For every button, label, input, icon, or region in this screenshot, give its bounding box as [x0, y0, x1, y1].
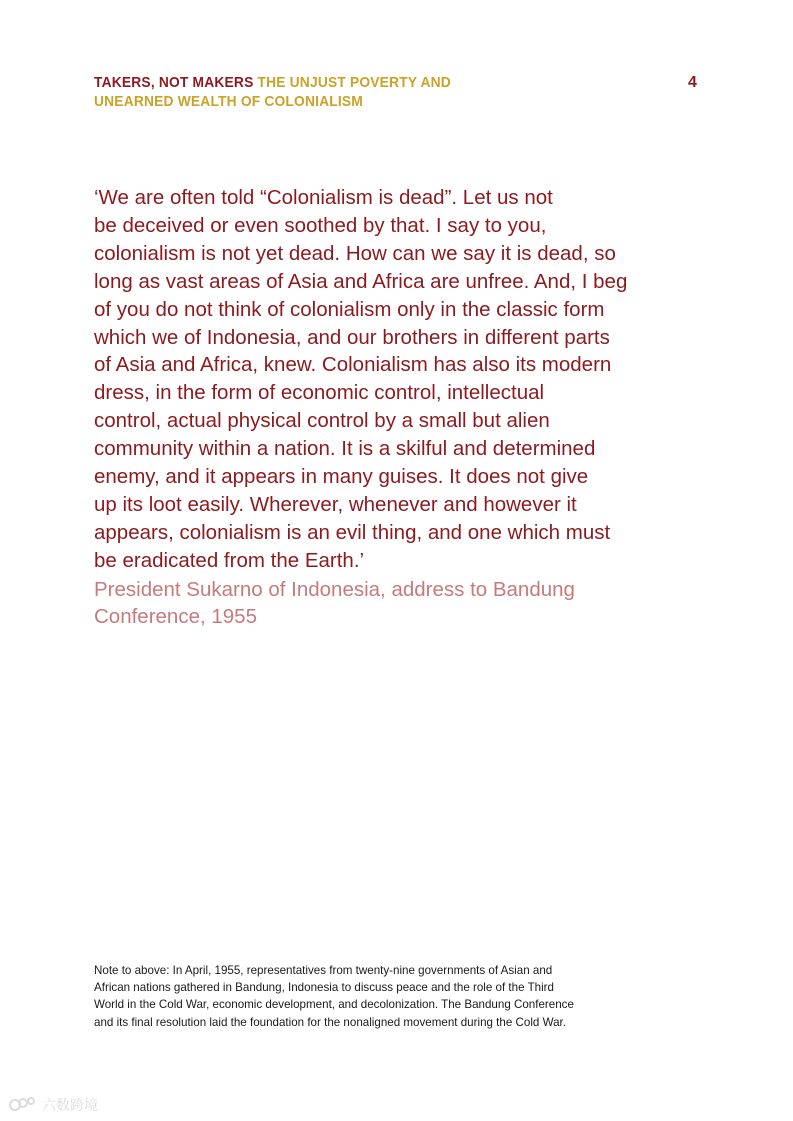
quote-line: appears, colonialism is an evil thing, and one which must: [94, 520, 611, 544]
quote-line: of Asia and Africa, knew. Colonialism has also its modern: [94, 353, 612, 377]
quote-line: which we of Indonesia, and our brothers in different parts: [94, 325, 610, 349]
sukarno-quote: [94, 184, 634, 575]
quote-line: be deceived or even soothed by that. I say to you,: [94, 213, 547, 237]
quote-line: of you do not think of colonialism only in the classic form: [94, 297, 605, 321]
footnote-line: Note to above: In April, 1955, representatives from twenty-nine governments of Asian and: [94, 964, 553, 977]
quote-line: dress, in the form of economic control, intellectual: [94, 381, 545, 405]
quote-line: community within a nation. It is a skilful and determined: [94, 437, 596, 461]
footnote-line: African nations gathered in Bandung, Indonesia to discuss peace and the role of the Third: [94, 981, 554, 995]
header-title-part-b-line2: UNEARNED WEALTH OF COLONIALISM: [94, 93, 363, 110]
quote-line: long as vast areas of Asia and Africa are unfree. And, I beg: [94, 269, 628, 293]
quote-line: control, actual physical control by a small but alien: [94, 409, 550, 433]
quote-line: enemy, and it appears in many guises. It does not give: [94, 465, 589, 489]
quote-line: up its loot easily. Wherever, whenever and however it: [94, 492, 577, 516]
attribution-line: President Sukarno of Indonesia, address to Bandung: [94, 577, 575, 601]
footnote-line: World in the Cold War, economic development, and decolonization. The Bandung Conference: [94, 998, 574, 1012]
attribution-line: Conference, 1955: [94, 605, 257, 629]
watermark-text: 六数跨境: [42, 1098, 98, 1114]
header-title-part-b-line1: THE UNJUST POVERTY AND: [257, 74, 451, 91]
brand-logo-icon: [8, 1096, 38, 1114]
quote-line: colonialism is not yet dead. How can we say it is dead, so: [94, 241, 616, 265]
watermark: [8, 1095, 98, 1115]
quote-attribution: [94, 576, 634, 632]
header-title-part-a: TAKERS, NOT MAKERS: [94, 74, 254, 91]
quote-line: be eradicated from the Earth.’: [94, 548, 365, 572]
page-number: 4: [688, 74, 697, 91]
footnote-line: and its final resolution laid the foundation for the nonaligned movement during the Cold War.: [94, 1015, 566, 1029]
quote-line: ‘We are often told “Colonialism is dead”. Let us not: [94, 186, 553, 209]
footnote: [94, 962, 654, 1031]
running-header: [94, 73, 480, 111]
